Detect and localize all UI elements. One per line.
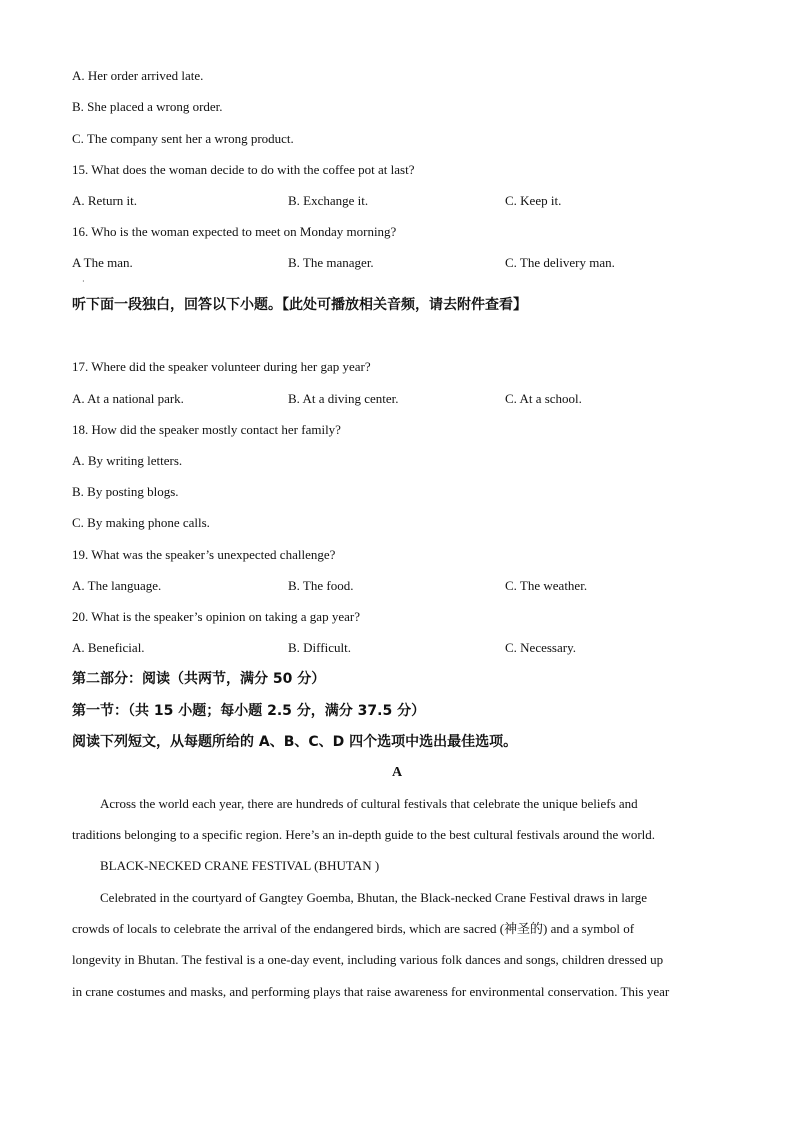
q19-option-b: B. The food.: [288, 578, 354, 593]
listening-instruction: 听下面一段独白，回答以下小题。【此处可播放相关音频，请去附件查看】: [72, 297, 527, 313]
q19-option-a: A. The language.: [72, 578, 162, 593]
q14-option-b: B. She placed a wrong order.: [72, 99, 223, 114]
q20-option-b: B. Difficult.: [288, 640, 351, 655]
q17-option-b: B. At a diving center.: [288, 391, 399, 406]
passage-line-6: longevity in Bhutan. The festival is a one-day event, including various folk dances and songs, children dressed up: [72, 952, 664, 967]
q19-question: 19. What was the speaker’s unexpected challenge?: [72, 547, 336, 562]
passage-line-7: in crane costumes and masks, and performing plays that raise awareness for environmental conservation. This year: [72, 984, 670, 999]
q18-option-c: C. By making phone calls.: [72, 515, 210, 530]
q16-option-a: A The man.: [72, 255, 133, 270]
passage-line-1: Across the world each year, there are hundreds of cultural festivals that celebrate the unique beliefs and: [100, 796, 638, 811]
q19-option-c: C. The weather.: [505, 578, 588, 593]
q20-option-a: A. Beneficial.: [72, 640, 145, 655]
q15-option-c: C. Keep it.: [505, 193, 562, 208]
q15-option-a: A. Return it.: [72, 193, 137, 208]
stray-dot: ·: [82, 277, 85, 286]
festival-heading: BLACK-NECKED CRANE FESTIVAL (BHUTAN ): [100, 858, 380, 873]
q20-question: 20. What is the speaker’s opinion on taking a gap year?: [72, 609, 360, 624]
passage-line-5: crowds of locals to celebrate the arrival of the endangered birds, which are sacred (神圣的) and a symbol of: [72, 921, 635, 936]
passage-line-2: traditions belonging to a specific region. Here’s an in-depth guide to the best cultural festivals around the world.: [72, 827, 656, 842]
passage-label: A: [391, 765, 403, 780]
q17-option-a: A. At a national park.: [72, 391, 184, 406]
q16-question: 16. Who is the woman expected to meet on Monday morning?: [72, 224, 397, 239]
section1-heading: 第一节：（共 15 小题；每小题 2.5 分，满分 37.5 分）: [72, 703, 426, 719]
part2-heading: 第二部分：阅读（共两节，满分 50 分）: [72, 671, 326, 687]
q16-option-c: C. The delivery man.: [505, 255, 615, 270]
q14-option-a: A. Her order arrived late.: [72, 68, 204, 83]
q18-option-a: A. By writing letters.: [72, 453, 183, 468]
q15-question: 15. What does the woman decide to do with the coffee pot at last?: [72, 162, 415, 177]
q18-question: 18. How did the speaker mostly contact her family?: [72, 422, 341, 437]
reading-instruction: 阅读下列短文，从每题所给的 A、B、C、D 四个选项中选出最佳选项。: [72, 734, 518, 750]
q16-option-b: B. The manager.: [288, 255, 374, 270]
q17-option-c: C. At a school.: [505, 391, 582, 406]
q15-option-b: B. Exchange it.: [288, 193, 369, 208]
q17-question: 17. Where did the speaker volunteer during her gap year?: [72, 359, 371, 374]
q20-option-c: C. Necessary.: [505, 640, 576, 655]
q18-option-b: B. By posting blogs.: [72, 484, 179, 499]
q14-option-c: C. The company sent her a wrong product.: [72, 131, 294, 146]
passage-line-4: Celebrated in the courtyard of Gangtey Goemba, Bhutan, the Black-necked Crane Festival draws in large: [100, 890, 648, 905]
